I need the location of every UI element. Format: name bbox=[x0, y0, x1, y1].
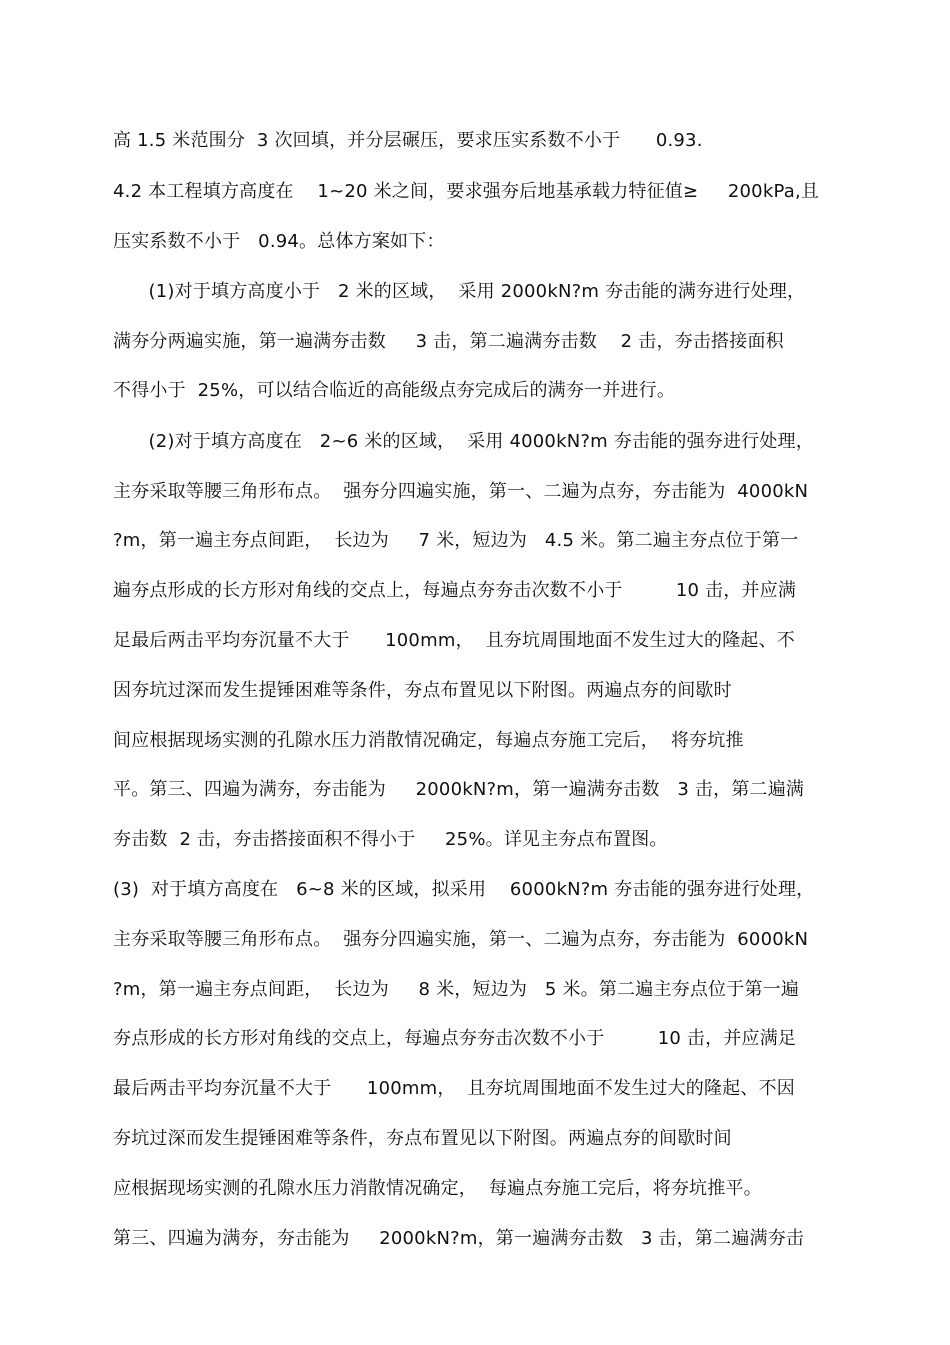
text-line: 压实系数不小于 0.94。总体方案如下： bbox=[113, 231, 445, 252]
text-line: 4.2 本工程填方高度在 1~20 米之间，要求强夯后地基承载力特征值≥ 200kPa,且 bbox=[113, 181, 820, 202]
text-line: (2)对于填方高度在 2~6 米的区域， 采用 4000kN?m 夯击能的强夯进行处理， bbox=[113, 431, 814, 452]
text-line: ?m，第一遍主夯点间距， 长边为 8 米，短边为 5 米。第二遍主夯点位于第一遍 bbox=[113, 979, 800, 1000]
text-line: 满夯分两遍实施，第一遍满夯击数 3 击，第二遍满夯击数 2 击，夯击搭接面积 bbox=[113, 331, 784, 352]
text-line: 应根据现场实测的孔隙水压力消散情况确定， 每遍点夯施工完后，将夯坑推平。 bbox=[113, 1178, 762, 1199]
text-line: 第三、四遍为满夯，夯击能为 2000kN?m，第一遍满夯击数 3 击，第二遍满夯击 bbox=[113, 1228, 805, 1249]
text-line: ?m，第一遍主夯点间距， 长边为 7 米，短边为 4.5 米。第二遍主夯点位于第一 bbox=[113, 530, 799, 551]
text-line: 主夯采取等腰三角形布点。 强夯分四遍实施，第一、二遍为点夯，夯击能为 4000kN bbox=[113, 481, 809, 502]
text-line: 主夯采取等腰三角形布点。 强夯分四遍实施，第一、二遍为点夯，夯击能为 6000kN bbox=[113, 929, 809, 950]
text-line: 平。第三、四遍为满夯，夯击能为 2000kN?m，第一遍满夯击数 3 击，第二遍满 bbox=[113, 779, 805, 800]
text-line: 高 1.5 米范围分 3 次回填，并分层碾压，要求压实系数不小于 0.93. bbox=[113, 130, 703, 151]
text-line: 不得小于 25%，可以结合临近的高能级点夯完成后的满夯一并进行。 bbox=[113, 380, 676, 401]
text-line: 足最后两击平均夯沉量不大于 100mm， 且夯坑周围地面不发生过大的隆起、不 bbox=[113, 630, 795, 651]
text-line: 夯击数 2 击，夯击搭接面积不得小于 25%。详见主夯点布置图。 bbox=[113, 829, 668, 850]
text-line: (3) 对于填方高度在 6~8 米的区域，拟采用 6000kN?m 夯击能的强夯进行处理， bbox=[113, 879, 815, 900]
text-line: 最后两击平均夯沉量不大于 100mm， 且夯坑周围地面不发生过大的隆起、不因 bbox=[113, 1078, 795, 1099]
text-line: 因夯坑过深而发生提锤困难等条件，夯点布置见以下附图。两遍点夯的间歇时 bbox=[113, 680, 732, 701]
text-line: 夯点形成的长方形对角线的交点上，每遍点夯夯击次数不小于 10 击，并应满足 bbox=[113, 1028, 797, 1049]
text-line: 间应根据现场实测的孔隙水压力消散情况确定，每遍点夯施工完后， 将夯坑推 bbox=[113, 730, 744, 751]
text-line: (1)对于填方高度小于 2 米的区域， 采用 2000kN?m 夯击能的满夯进行处理， bbox=[113, 281, 806, 302]
text-line: 夯坑过深而发生提锤困难等条件，夯点布置见以下附图。两遍点夯的间歇时间 bbox=[113, 1128, 732, 1149]
text-line: 遍夯点形成的长方形对角线的交点上，每遍点夯夯击次数不小于 10 击，并应满 bbox=[113, 580, 797, 601]
